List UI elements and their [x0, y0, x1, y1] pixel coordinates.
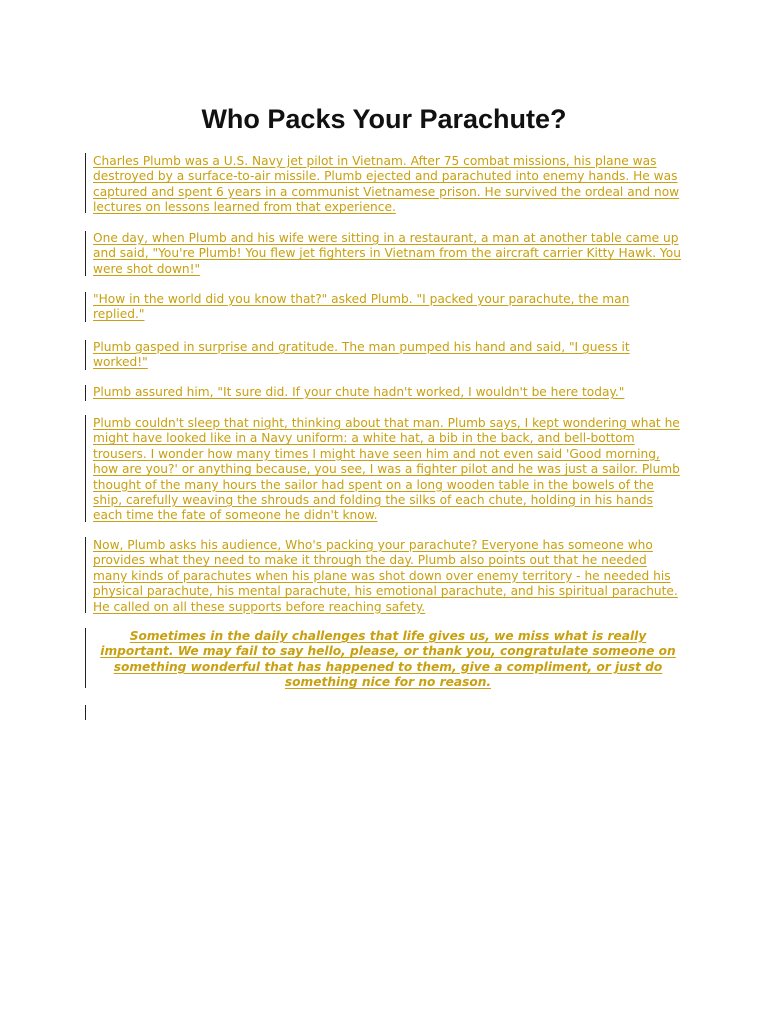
change-bar: [85, 340, 86, 370]
closing-paragraph: Sometimes in the daily challenges that life gives us, we miss what is really important. We may fail to say hello, please, or thank you, congratulate someone on something wonderful that has happened to them, give a compliment, or just do something nice for no reason.: [100, 629, 676, 690]
paragraph-3: "How in the world did you know that?" asked Plumb. "I packed your parachute, the man replied.": [93, 292, 630, 322]
change-bar: [85, 537, 86, 613]
change-bar: [85, 231, 86, 276]
paragraph-4: Plumb gasped in surprise and gratitude. The man pumped his hand and said, "I guess it worked!": [93, 340, 630, 370]
change-bar: [85, 628, 86, 688]
change-bar: [85, 292, 86, 322]
paragraph-6: Plumb couldn't sleep that night, thinking about that man. Plumb says, I kept wondering what he might have looked like in a Navy uniform: a white hat, a bib in the back, and bell-bottom trousers. I wonder how many times I might have seen him and not even said 'Good morning, how are you?' or anything because, you see, I was a fighter pilot and he was just a sailor. Plumb thought of the many hours the sailor had spent on a long wooden table in the bowels of the ship, carefully weaving the shrouds and folding the silks of each chute, holding in his hands each time the fate of someone he didn't know.: [93, 416, 680, 523]
paragraph-7: Now, Plumb asks his audience, Who's packing your parachute? Everyone has someone who provides what they need to make it through the day. Plumb also points out that he needed many kinds of parachutes when his plane was shot down over enemy territory - he needed his physical parachute, his mental parachute, his emotional parachute, and his spiritual parachute. He called on all these supports before reaching safety.: [93, 538, 678, 614]
document-title: Who Packs Your Parachute?: [201, 104, 567, 134]
change-bar: [85, 153, 86, 213]
paragraph-1: Charles Plumb was a U.S. Navy jet pilot in Vietnam. After 75 combat missions, his plane was destroyed by a surface-to-air missile. Plumb ejected and parachuted into enemy hands. He was captured and spent 6 years in a communist Vietnamese prison. He survived the ordeal and now lectures on lessons learned from that experience.: [93, 154, 680, 215]
paragraph-2: One day, when Plumb and his wife were sitting in a restaurant, a man at another table came up and said, "You're Plumb! You flew jet fighters in Vietnam from the aircraft carrier Kitty Hawk. You were shot down!": [93, 231, 681, 276]
change-bar: [85, 415, 86, 522]
text-cursor: [85, 705, 86, 720]
paragraph-5: Plumb assured him, "It sure did. If your chute hadn't worked, I wouldn't be here today.": [93, 385, 625, 399]
change-bar: [85, 385, 86, 401]
